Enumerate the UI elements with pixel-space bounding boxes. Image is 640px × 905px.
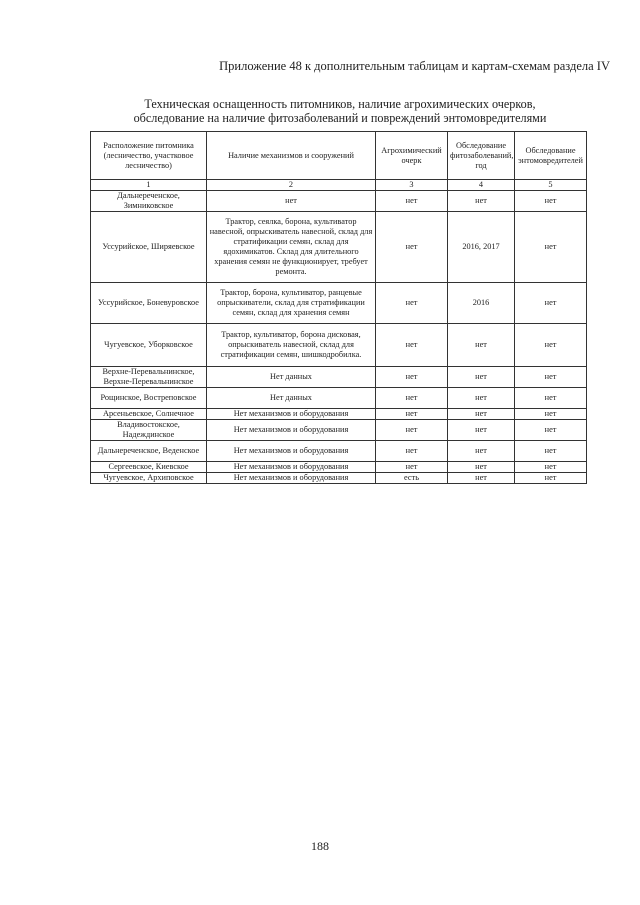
- cell-agro: нет: [376, 462, 448, 473]
- cell-equipment: Нет механизмов и оборудования: [207, 462, 376, 473]
- column-number: 4: [448, 180, 515, 191]
- cell-location: Рощинское, Востреповское: [91, 388, 207, 409]
- cell-equipment: Нет механизмов и оборудования: [207, 409, 376, 420]
- table-row: [91, 388, 587, 409]
- table-header-row: [91, 132, 587, 180]
- cell-agro: нет: [376, 324, 448, 367]
- table-title-line-2: обследование на наличие фитозаболеваний и повреждений энтомовредителями: [133, 111, 547, 125]
- cell-equipment: нет: [207, 191, 376, 212]
- table-row: [91, 191, 587, 212]
- cell-entomo: нет: [515, 191, 587, 212]
- cell-phyto: 2016: [448, 283, 515, 324]
- header-agro: Агрохимический очерк: [376, 132, 448, 180]
- cell-agro: нет: [376, 283, 448, 324]
- cell-agro: нет: [376, 441, 448, 462]
- cell-entomo: нет: [515, 462, 587, 473]
- column-number: 3: [376, 180, 448, 191]
- table-row: [91, 473, 587, 484]
- cell-equipment: Нет данных: [207, 367, 376, 388]
- table-row: [91, 212, 587, 283]
- header-entomo: Обследование энтомовредителей: [515, 132, 587, 180]
- cell-agro: нет: [376, 420, 448, 441]
- column-number: 5: [515, 180, 587, 191]
- cell-agro: нет: [376, 367, 448, 388]
- cell-agro: нет: [376, 388, 448, 409]
- cell-equipment: Трактор, борона, культиватор, ранцевые опрыскиватели, склад для стратификации семян, склад для хранения семян: [207, 283, 376, 324]
- cell-equipment: Нет данных: [207, 388, 376, 409]
- cell-entomo: нет: [515, 212, 587, 283]
- cell-phyto: нет: [448, 191, 515, 212]
- table-row: [91, 420, 587, 441]
- cell-entomo: нет: [515, 409, 587, 420]
- table-row: [91, 324, 587, 367]
- cell-location: Дальнереченское, Зимниковское: [91, 191, 207, 212]
- table-row: [91, 462, 587, 473]
- cell-equipment: Трактор, сеялка, борона, культиватор навесной, опрыскиватель навесной, склад для стратификации семян, склад для ядохимикатов. Склад для длительного хранения семян не функционирует, требует ремонта.: [207, 212, 376, 283]
- cell-equipment: Трактор, культиватор, борона дисковая, опрыскиватель навесной, склад для стратификации семян, шишкодробилка.: [207, 324, 376, 367]
- cell-entomo: нет: [515, 283, 587, 324]
- cell-entomo: нет: [515, 420, 587, 441]
- table-row: [91, 283, 587, 324]
- cell-location: Уссурийское, Боневуровское: [91, 283, 207, 324]
- cell-phyto: нет: [448, 473, 515, 484]
- cell-entomo: нет: [515, 324, 587, 367]
- cell-location: Чугуевское, Уборковское: [91, 324, 207, 367]
- cell-entomo: нет: [515, 441, 587, 462]
- appendix-header: Приложение 48 к дополнительным таблицам и картам-схемам раздела IV: [219, 59, 610, 73]
- cell-agro: нет: [376, 409, 448, 420]
- table-row: [91, 409, 587, 420]
- cell-phyto: 2016, 2017: [448, 212, 515, 283]
- cell-equipment: Нет механизмов и оборудования: [207, 473, 376, 484]
- cell-equipment: Нет механизмов и оборудования: [207, 441, 376, 462]
- column-number: 2: [207, 180, 376, 191]
- cell-entomo: нет: [515, 388, 587, 409]
- page-number: 188: [311, 839, 329, 853]
- column-number: 1: [91, 180, 207, 191]
- cell-phyto: нет: [448, 420, 515, 441]
- header-equipment: Наличие механизмов и сооружений: [207, 132, 376, 180]
- cell-phyto: нет: [448, 367, 515, 388]
- header-location: Расположение питомника (лесничество, участковое лесничество): [91, 132, 207, 180]
- cell-location: Сергеевское, Киевское: [91, 462, 207, 473]
- cell-entomo: нет: [515, 367, 587, 388]
- cell-location: Дальнереченское, Веденское: [91, 441, 207, 462]
- cell-phyto: нет: [448, 324, 515, 367]
- cell-location: Владивостокское, Надеждинское: [91, 420, 207, 441]
- cell-phyto: нет: [448, 441, 515, 462]
- cell-location: Чугуевское, Архиповское: [91, 473, 207, 484]
- cell-location: Верхне-Перевальнинское, Верхне-Перевальнинское: [91, 367, 207, 388]
- cell-equipment: Нет механизмов и оборудования: [207, 420, 376, 441]
- table-row: [91, 441, 587, 462]
- cell-entomo: нет: [515, 473, 587, 484]
- cell-agro: нет: [376, 191, 448, 212]
- cell-phyto: нет: [448, 462, 515, 473]
- column-number-row: [91, 180, 587, 191]
- table-title-line-1: Техническая оснащенность питомников, наличие агрохимических очерков,: [144, 97, 536, 111]
- header-phyto: Обследование фитозаболеваний, год: [448, 132, 515, 180]
- cell-location: Арсеньевское, Солнечное: [91, 409, 207, 420]
- table-row: [91, 367, 587, 388]
- cell-agro: нет: [376, 212, 448, 283]
- cell-agro: есть: [376, 473, 448, 484]
- cell-phyto: нет: [448, 388, 515, 409]
- nursery-equipment-table: [90, 131, 587, 484]
- table-title: [90, 97, 590, 125]
- cell-phyto: нет: [448, 409, 515, 420]
- cell-location: Уссурийское, Ширяевское: [91, 212, 207, 283]
